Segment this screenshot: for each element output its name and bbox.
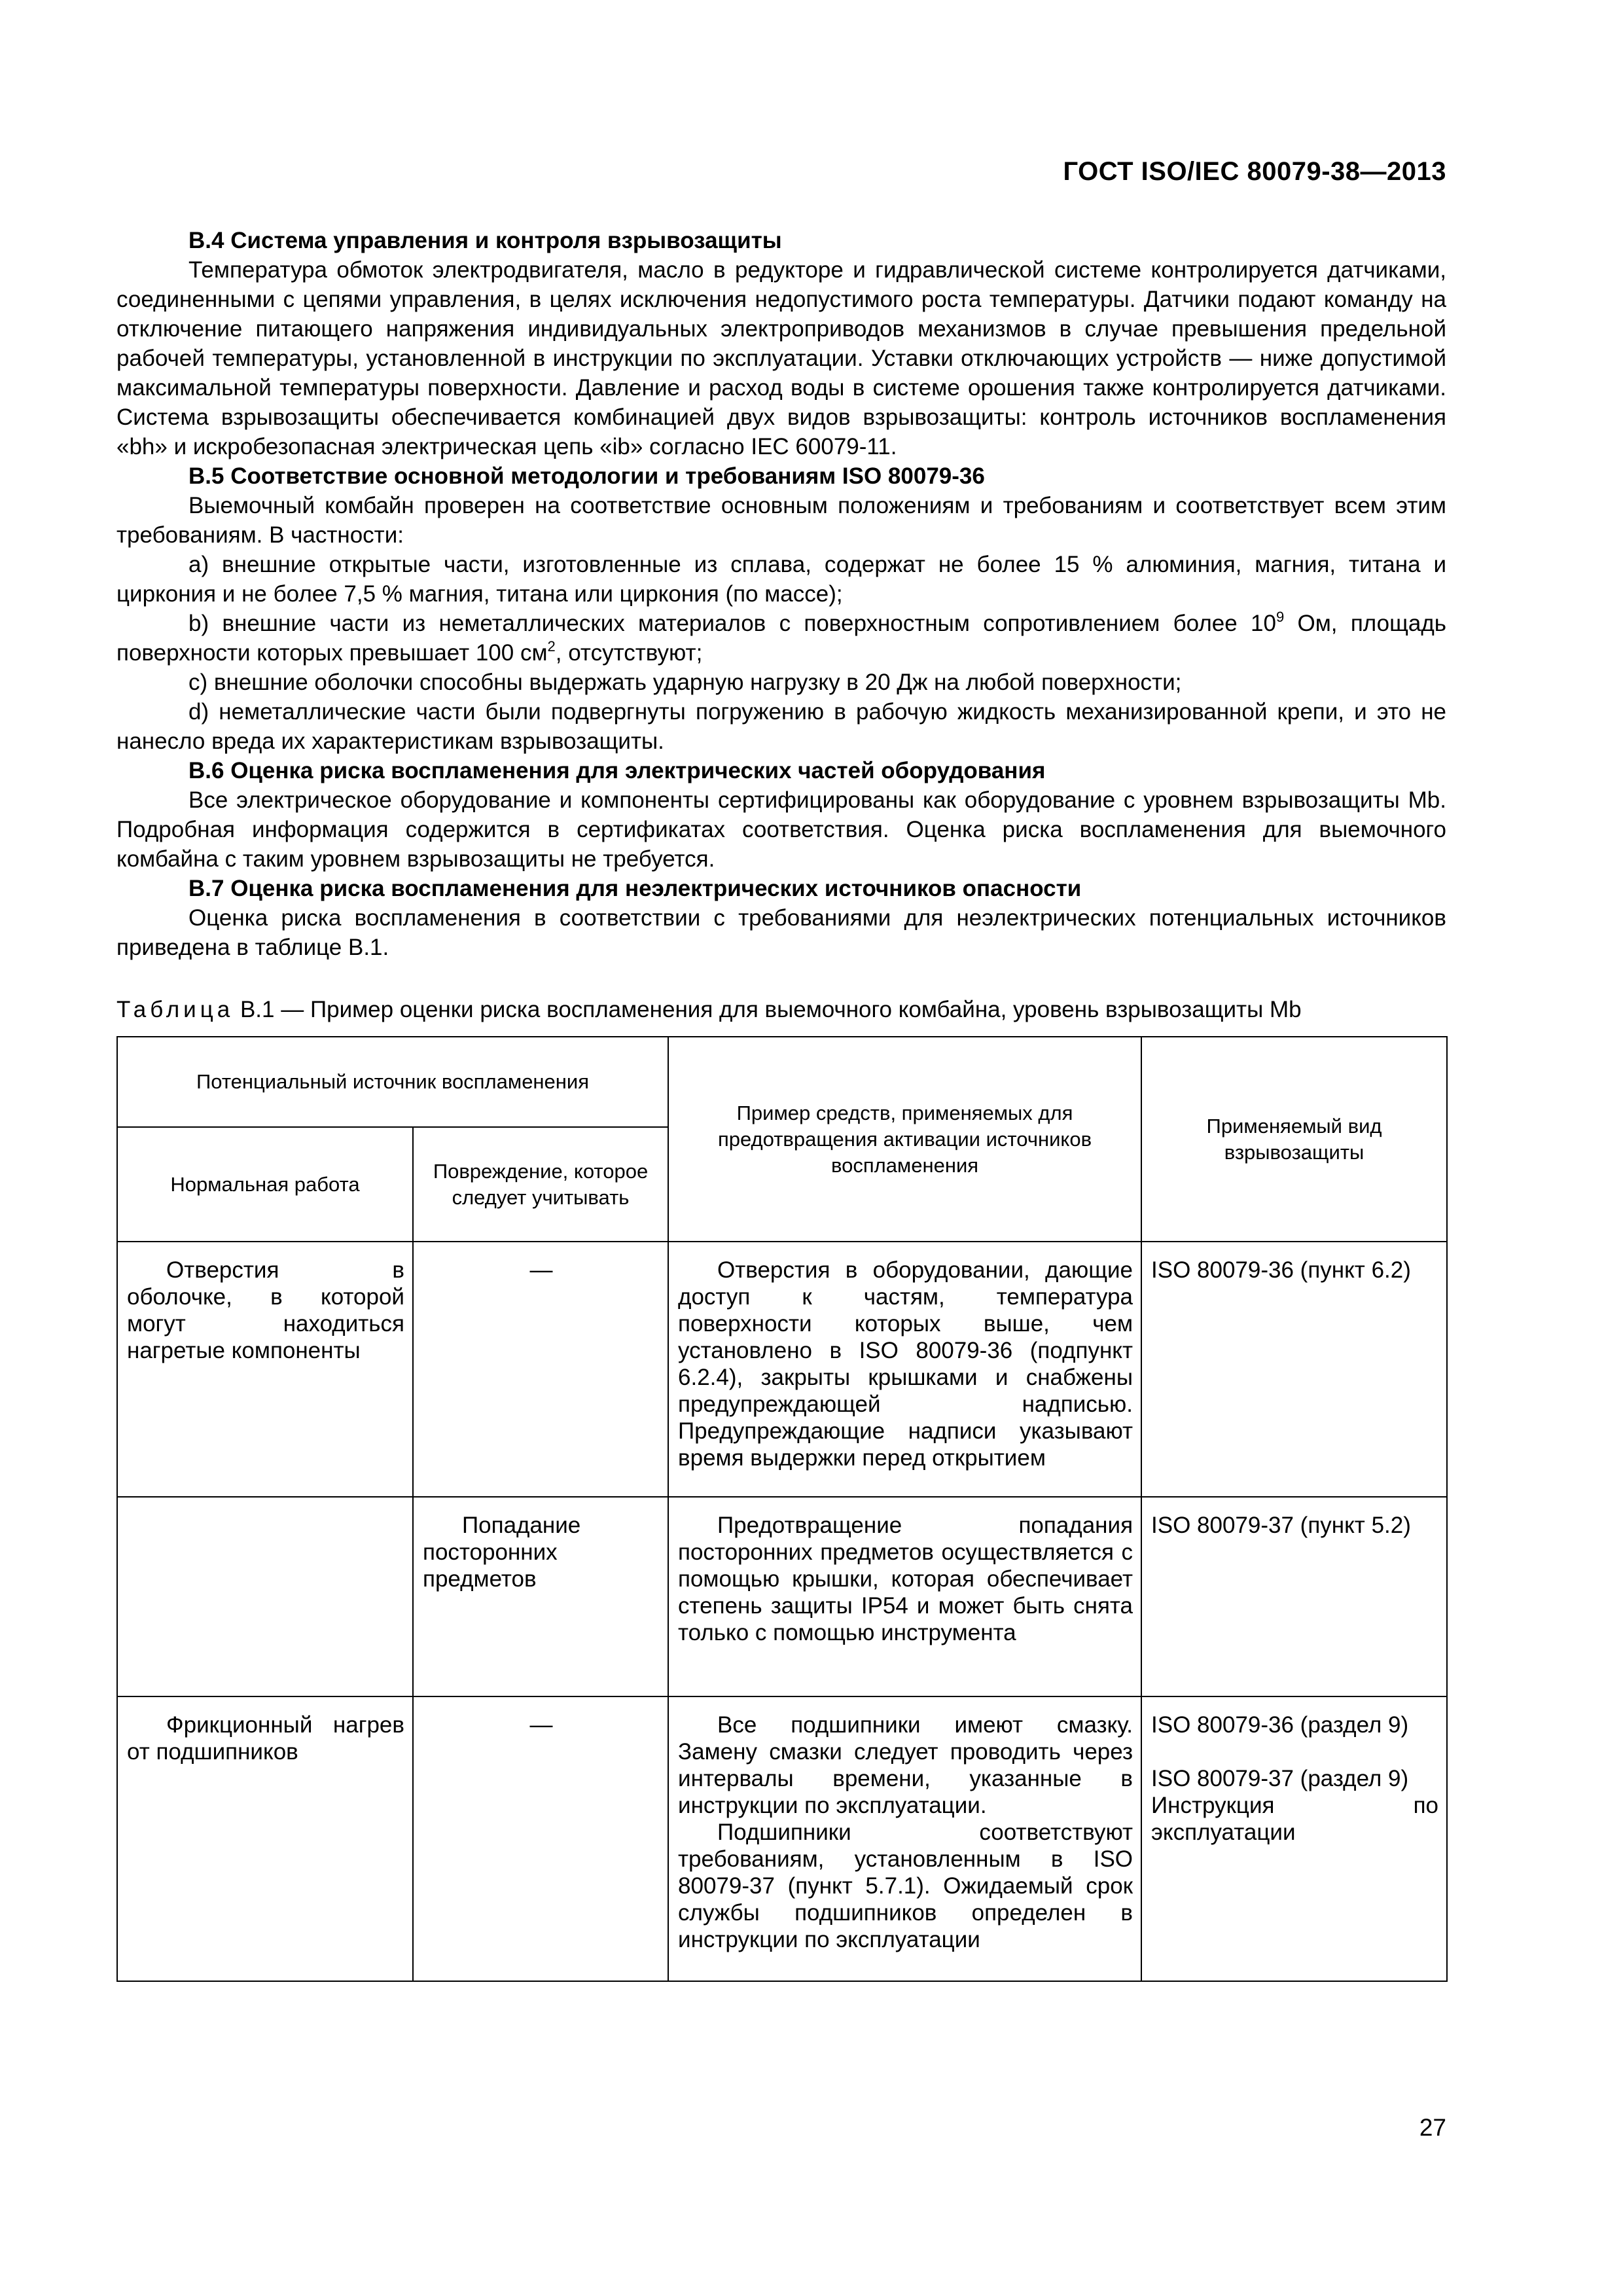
table-caption-word: Таблица: [116, 997, 234, 1022]
section-b5-item-d: d) неметаллические части были подвергнуты погружению в рабочую жидкость механизированной крепи, и это не нанесло вреда их характеристикам взрывозащиты.: [116, 699, 1446, 754]
risk-assessment-table: [116, 1036, 1448, 1982]
header-prevention-measures: Пример средств, применяемых для предотвращения активации источников воспламенения: [668, 1037, 1141, 1242]
section-b5-intro: Выемочный комбайн проверен на соответствие основным положениям и требованиям и соответствует всем этим требованиям. В частности:: [116, 493, 1446, 548]
cell-prevention-measures: Предотвращение попадания посторонних предметов осуществляется с помощью крышки, которая обеспечивает степень защиты IP54 и может быть снята только с помощью инструмента: [668, 1497, 1141, 1696]
cell-normal-operation: Отверстия в оболочке, в которой могут находиться нагретые компоненты: [117, 1242, 413, 1497]
protection-part-1: ISO 80079-36 (раздел 9): [1151, 1712, 1409, 1738]
table-row: [117, 1242, 1447, 1497]
section-b7-title: B.7 Оценка риска воспламенения для неэлектрических источников опасности: [188, 876, 1082, 901]
cell-prevention-measures: [668, 1696, 1141, 1981]
cell-damage: —: [413, 1242, 668, 1497]
section-b6-text: Все электрическое оборудование и компоненты сертифицированы как оборудование с уровнем взрывозащиты Mb. Подробная информация содержится в сертификатах соответствия. Оценка риска воспламенения для выемочного комбайна с таким уровнем взрывозащиты не требуется.: [116, 787, 1446, 872]
item-b-exponent: 9: [1275, 609, 1285, 625]
measures-part-2: Подшипники соответствуют требованиям, установленным в ISO 80079-37 (пункт 5.7.1). Ожидаемый срок службы подшипников определен в инструкции по эксплуатации: [678, 1820, 1133, 1952]
document-standard-header: ГОСТ ISO/IEC 80079-38—2013: [1063, 157, 1446, 186]
table-caption-title: B.1 — Пример оценки риска воспламенения для выемочного комбайна, уровень взрывозащиты Mb: [234, 997, 1302, 1022]
document-body: [116, 226, 1446, 1982]
section-b5-item-c: c) внешние оболочки способны выдержать ударную нагрузку в 20 Дж на любой поверхности;: [188, 670, 1182, 695]
section-b4-text: Температура обмоток электродвигателя, масло в редукторе и гидравлической системе контролируется датчиками, соединенными с цепями управления, в целях исключения недопустимого роста температуры. Датчики подают команду на отключение питающего напряжения индивидуальных электроприводов механизмов в случае превышения предельной рабочей температуры, установленной в инструкции по эксплуатации. Уставки отключающих устройств — ниже допустимой максимальной температуры поверхности. Давление и расход воды в системе орошения также контролируется датчиками. Система взрывозащиты обеспечивается комбинацией двух видов взрывозащиты: контроль источников воспламенения «bh» и искробезопасная электрическая цепь «ib» согласно IEC 60079-11.: [116, 257, 1446, 459]
header-protection-type: Применяемый вид взрывозащиты: [1141, 1037, 1447, 1242]
section-b5-title: B.5 Соответствие основной методологии и требованиям ISO 80079-36: [188, 463, 985, 489]
item-b-text-2: Ом, площадь поверхности которых превышает 100 см: [116, 611, 1446, 666]
cell-protection-type: ISO 80079-36 (пункт 6.2): [1141, 1242, 1447, 1497]
header-ignition-source: Потенциальный источник воспламенения: [117, 1037, 668, 1127]
cell-prevention-measures: Отверстия в оборудовании, дающие доступ к частям, температура поверхности которых выше, чем установлено в ISO 80079-36 (подпункт 6.2.4), закрыты крышками и снабжены предупреждающей надписью. Предупреждающие надписи указывают время выдержки перед открытием: [668, 1242, 1141, 1497]
item-b-text-3: , отсутствуют;: [555, 640, 703, 666]
item-b-exponent-2: 2: [547, 638, 556, 655]
header-normal-operation: Нормальная работа: [117, 1127, 413, 1242]
item-b-text-1: b) внешние части из неметаллических материалов с поверхностным сопротивлением более 10: [188, 611, 1276, 636]
section-b5-item-a: a) внешние открытые части, изготовленные из сплава, содержат не более 15 % алюминия, магния, титана и циркония и не более 7,5 % магния, титана или циркония (по массе);: [116, 552, 1446, 607]
table-caption: [116, 995, 1446, 1024]
cell-normal-operation: [117, 1497, 413, 1696]
cell-protection-type: ISO 80079-37 (пункт 5.2): [1141, 1497, 1447, 1696]
table-row: [117, 1696, 1447, 1981]
section-b4-title: B.4 Система управления и контроля взрывозащиты: [188, 228, 782, 253]
section-b6-title: B.6 Оценка риска воспламенения для электрических частей оборудования: [188, 758, 1046, 783]
protection-part-2: ISO 80079-37 (раздел 9): [1151, 1766, 1409, 1791]
cell-protection-type: [1141, 1696, 1447, 1981]
protection-part-3: Инструкция по эксплуатации: [1151, 1793, 1439, 1845]
header-damage: Повреждение, которое следует учитывать: [413, 1127, 668, 1242]
page-number: 27: [1419, 2114, 1446, 2141]
measures-part-1: Все подшипники имеют смазку. Замену смазки следует проводить через интервалы времени, указанные в инструкции по эксплуатации.: [678, 1712, 1133, 1818]
section-b5-item-b: [116, 609, 1446, 668]
cell-normal-operation: Фрикционный нагрев от подшипников: [117, 1696, 413, 1981]
section-b7-text: Оценка риска воспламенения в соответствии с требованиями для неэлектрических потенциальных источников приведена в таблице B.1.: [116, 905, 1446, 960]
cell-damage: Попадание посторонних предметов: [413, 1497, 668, 1696]
cell-damage: —: [413, 1696, 668, 1981]
table-row: [117, 1497, 1447, 1696]
